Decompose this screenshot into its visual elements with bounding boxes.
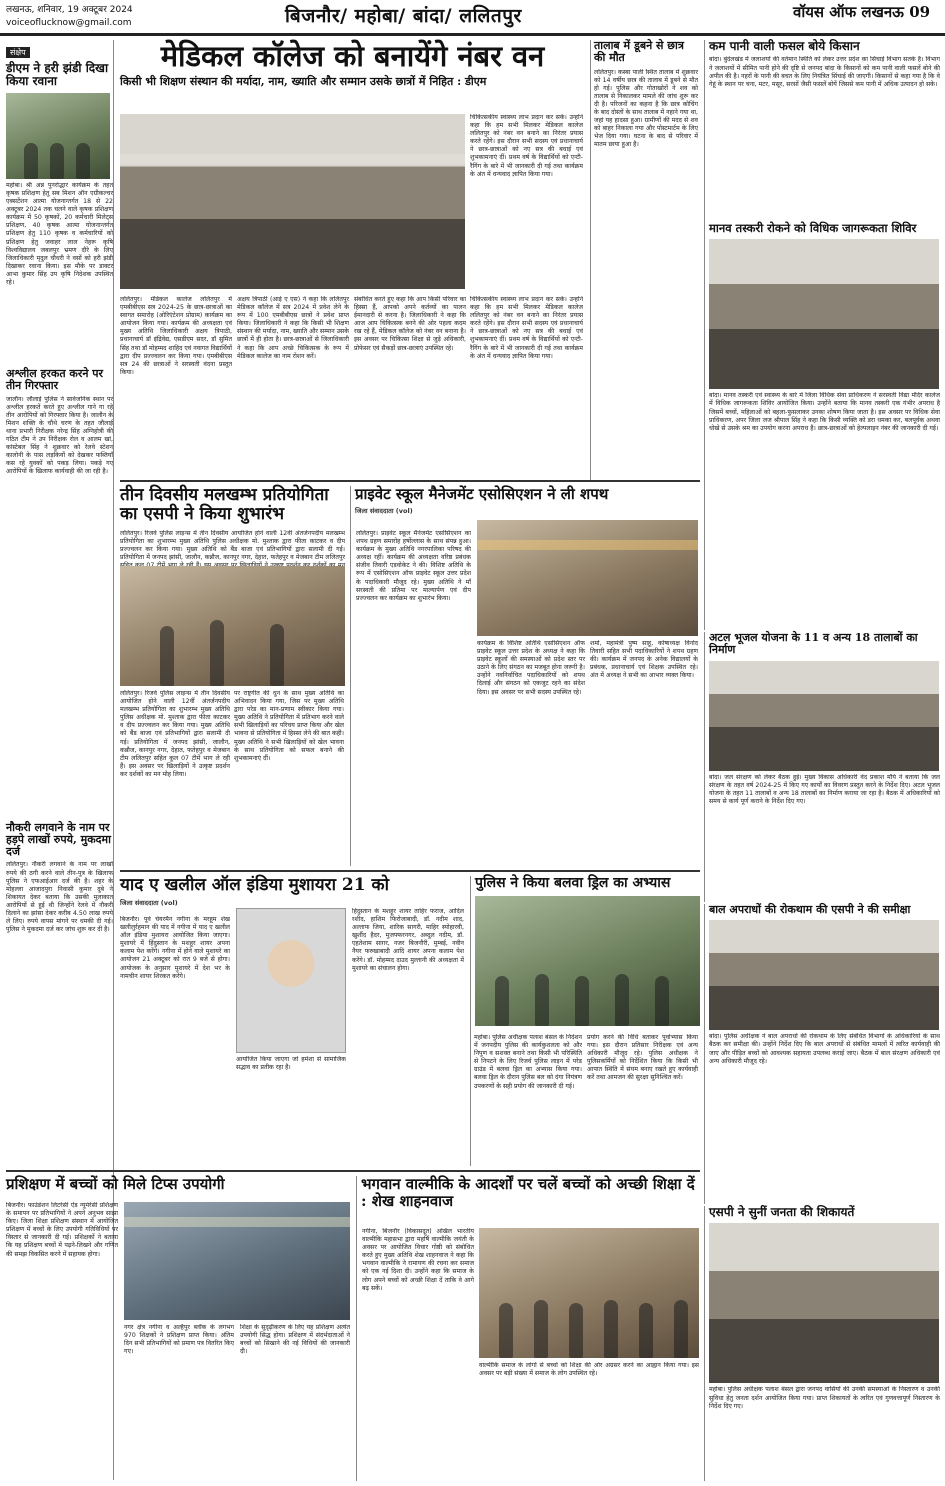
school-photo	[477, 520, 698, 636]
tips-body: बिजनौर। फाउंडेशन लिटरेसी ऐंड न्यूमेरेसी प्रशिक्षण के समापन पर प्रतिभागियों ने अपने अनुभव साझा किए। जिला शिक्षा प्रशिक्षण संस्थान में आयोजित प्रशिक्षण में बच्चों के लिए उपयोगी गतिविधियों पर विस्तार से जानकारी दी गई। प्रशिक्षकों ने बताया कि यह प्रशिक्षण बच्चों में पढ़ने-लिखने और गणित की समझ विकसित करने में सहायक होगा।	[6, 1202, 118, 1258]
mallakhamb-body: ललितपुर। रिजर्व पुलिस लाइन्स में तीन दिवसीय आयोजित होने वाली 12वीं अंतर्जनपदीय मलखम्भ प्रतियोगिता का शुभारम्भ मुख्य अतिथि पुलिस अधीक्षक मो. मुश्ताक द्वारा फीता काटकर व दीप प्रज्ज्वलन कर किया गया। मुख्य अतिथि को बैंड बाजा एवं प्रतिभागियों द्वारा सलामी दी गई। प्रतियोगिता में जनपद झांसी, जालौन, कन्नौज, कानपुर नगर, देहात, फतेहपुर व मेजबान टीम ललितपुर	[120, 530, 345, 562]
farmers-body: बांदा। बुंदेलखंड में जलाशयों की वर्तमान स्थिति को लेकर उत्तर प्रदेश का सिंचाई विभाग सतर्क है। विभाग ने जलाशयों में सीमित पानी होने की दृष्टि से जनपद बांदा के किसानों को कम पानी वाली फसलें बोने की अपील की है। नहरों के पानी की बचत के लिए नियंत्रित सिंचाई की जाएगी। किसानों से कहा गया है कि वे गेहूं के स्थान पर चना, मटर, मसूर, सरसों जैसी फसलें बोयें जिससे कम पानी में अधिक उत्पादन हो सके।	[709, 56, 940, 88]
lead-body-col4b: चिकित्सकीय स्वास्थ्य लाभ प्रदान कर सकें। उन्होंने कहा कि हम सभी मिलकर मेडिकल कालेज ललितपुर को नंबर वन बनाने का निरंतर प्रयास करते रहेंगे। इस दौरान सभी सदस्य एवं प्रधानाचार्य ने छात्र-छात्राओं को नए सत्र की बधाई एवं शुभकामनाएं दीं। प्रथम वर्ष के विद्यार्थियों को एन्टी-रैगिंग के बारे में भी जानकारी दी गई तथा कार्यक्रम के अंत में धन्यवाद ज्ञापित किया गया।	[470, 296, 583, 360]
brief-body: महोबा। श्री अन्न पुनरोद्धार कार्यक्रम के तहत कृषक प्रशिक्षण हेतु सब मिशन ऑन एग्रीकल्चर एक्सटेंशन आत्मा योजनान्तर्गत 18 से 22 अक्टूबर 2024 तक चलने वाले कृषक प्रशिक्षण कार्यक्रम में 50 कृषकों, 20 कर्मचारी मिलेट्स प्रशिक्षण, 40 कृषक आत्मा योजनान्तर्गत प्रशिक्षण हेतु 110 कृषक व कर्मचारियों को प्रशिक्षण हेतु जवाहर लाल नेहरू कृषि विश्वविद्यालय जबलपुर भ्रमण दौरे के लिए जिलाधिकारी मृदुल चौधरी ने वसों को हरी झंडी दिखाकर रवाना किया। इस मौके पर डाक्टर आभा कुमार सिंह उप कृषि निदेशक उपस्थित रहे।	[6, 181, 113, 286]
brief-title: डीएम ने हरी झंडी दिखा किया रवाना	[6, 61, 109, 89]
divider	[120, 480, 700, 482]
masthead	[0, 0, 945, 36]
mallakhamb-title: तीन दिवसीय मलखम्भ प्रतियोगिता का एसपी ने किया शुभारंभ	[120, 485, 329, 525]
school-title: प्राइवेट स्कूल मैनेजमेंट एसोसिएशन ने ली शपथ	[355, 485, 609, 503]
trafficking-photo	[709, 239, 939, 389]
paper-name-block	[793, 4, 930, 21]
school-body2: कार्यक्रम के विशिष्ट अतिथि एसोसिएशन ऑफ प्राइवेट स्कूल उत्तर प्रदेश के अध्यक्ष ने कहा कि प्राइवेट स्कूलों की समस्याओं को प्रदेश स्तर पर उठाने के लिए संगठन का मजबूत होना जरूरी है। उन्होंने नवनिर्वाचित पदाधिकारियों को शपथ दिलाई और संगठन को एकजुट रहने का संदेश दिया। इस अवसर पर सभी सदस्य उपस्थित रहे।	[477, 640, 585, 696]
divider	[6, 1170, 700, 1172]
section-title: बिजनौर/ महोबा/ बांदा/ ललितपुर	[285, 5, 522, 27]
date-line-block	[6, 4, 133, 30]
tips-body3: शिक्षा के सुदृढ़ीकरण के लिए यह प्रशिक्षण अत्यंत उपयोगी सिद्ध होगा। प्रशिक्षण में संदर्भदाताओं ने बच्चों को सिखाने की नई विधियों की जानकारी दी।	[240, 1324, 350, 1356]
jobfraud-title: नौकरी लगवाने के नाम पर हड़पे लाखों रुपये, मुकदमा दर्ज	[6, 820, 111, 859]
lead-story	[120, 40, 585, 480]
tips-title: प्रशिक्षण में बच्चों को मिले टिप्स उपयोगी	[6, 1175, 225, 1193]
trafficking-title: मानव तस्करी रोकने को विधिक जागरूकता शिविर	[709, 221, 917, 236]
tips-body2: नगर क्षेत्र नगीना व अल्हैपुर ब्लॉक के लगभग 970 शिक्षकों ने प्रशिक्षण प्राप्त किया। अंतिम दिन सभी प्रतिभागियों को प्रमाण पत्र वितरित किए गए।	[124, 1324, 234, 1356]
mushaira-body2: हिंदुस्तान के मशहूर शायर ताहिर फराज, आदिल रशीद, हाशिम फिरोजाबादी, डॉ. नदीम शाद, अल्ताफ जिया, शारिक सागरी, माहिर स्योहारवी, खुर्शीद हैदर, मुजफ्फरनगर, अब्दुल नदीम, डॉ. एहतेशाम साग़र, नजर बिजनौरी, मुम्बई, नवीन नैयर फरुखाबादी आदि शायर अपना कलाम पेश करेंगे। डॉ. मोहम्मद दाउद मुल्तानी की अध्यक्षता में मुशायरे का संचालन होगा।	[352, 908, 464, 972]
drown-story	[590, 40, 698, 480]
school-byline: जिला संवाददाता (vol)	[355, 506, 413, 515]
mallakhamb-body-a: ललितपुर। रिजर्व पुलिस लाइन्स में तीन दिवसीय आयोजित होने वाली 12वीं अंतर्जनपदीय मलखम्भ प्रतियोगिता का शुभारम्भ मुख्य अतिथि पुलिस अधीक्षक मो. मुश्ताक द्वारा फीता काटकर व दीप प्रज्ज्वलन कर किया गया। मुख्य अतिथि को बैंड बाजा एवं प्रतिभागियों द्वारा सलामी दी गई। प्रतियोगिता में जनपद झांसी, जालौन, कन्नौज, कानपुर नगर, देहात, फतेहपुर व मेजबान टीम ललितपुर सहित कुल 07 टीमें भाग ले रही हैं। इस अवसर पर खिलाड़ियों ने उत्कृष्ट प्रदर्शन कर दर्शकों का मन मोह लिया।	[120, 690, 230, 778]
valmiki-body2: वाल्मीकि समाज के लोगों से बच्चों को शिक्षा की ओर अग्रसर करने का आह्वान किया गया। इस अवसर पर बड़ी संख्या में समाज के लोग उपस्थित रहे।	[479, 1362, 699, 1378]
obscene-title: अश्लील हरकत करने पर तीन गिरफ्तार	[6, 366, 104, 393]
paper-name: वॉयस ऑफ लखनऊ	[793, 3, 904, 21]
drill-body: महोबा। पुलिस अधीक्षक पलाश बंसल के निर्देशन में जनपदीय पुलिस की कार्यकुशलता को और निपुण व सशक्त बनाने तथा किसी भी परिस्थिति से निपटने के लिए रिजर्व पुलिस लाइन में परेड ग्राउंड में बलवा ड्रिल का अभ्यास किया गया। बलवा ड्रिल के दौरान पुलिस बल को दंगा नियंत्रण उपकरणों के सही प्रयोग की जानकारी दी गई।	[474, 1034, 582, 1090]
drill-body2: प्रयोग करने की विधि बताकर पूर्वाभ्यास किया गया। इस दौरान प्रतिसार निरीक्षक एवं अन्य अधिकारी मौजूद रहे। पुलिस अधीक्षक ने पुलिसकर्मियों को निर्देशित किया कि किसी भी आपात स्थिति में संयम बनाए रखते हुए कार्यवाही करें तथा आमजन की सुरक्षा सुनिश्चित करें।	[587, 1034, 698, 1082]
childcrime-photo	[709, 920, 939, 1030]
mushaira-caption: आयोजित किया जाएगा जो हमेशा से सामाजिक सद्भाव का प्रतीक रहा है।	[236, 1056, 346, 1072]
lead-body-col1: ललितपुर। मेडिकल कालेज ललितपुर में एमबीबीएस सत्र 2024-25 के छात्र-छात्राओं का स्वागत समारोह (ओरिएंटेशन प्रोग्राम) कार्यक्रम का आयोजन किया गया। कार्यक्रम की अध्यक्षता एवं मुख्य अतिथि जिलाधिकारी अक्षय त्रिपाठी, प्रधानाचार्य डॉ इंद्रिवेद्य, एसडीएम सदर, डॉ सुमित सिंह तथा डॉ मोहम्मद शाहिद एवं नवागत विद्यार्थियों द्वारा दीप प्रज्ज्वलन कर किया गया। एमबीबीएस सत्र 24 की छात्राओं ने सरस्वती वंदना प्रस्तुत किया।	[120, 296, 232, 376]
page-number: 09	[909, 3, 931, 21]
valmiki-photo	[479, 1228, 699, 1358]
divider	[120, 870, 700, 872]
lead-photo	[120, 114, 465, 289]
drill-photo	[475, 896, 700, 1026]
brief-label: संक्षेप	[6, 47, 30, 58]
jobfraud-body: ललितपुर। नौकरी लगवाने के नाम पर लाखों रुपये की ठगी करने वाले तीन-पुत्र के खिलाफ पुलिस ने एफआईआर दर्ज की है। शहर के मोहल्ला आजादपुरा निवासी कुमार दुबे ने शिकायत देकर बताया कि उसकी मुलाकात आरोपियों से हुई थी जिन्होंने रेलवे में नौकरी दिलाने का झांसा देकर करीब 4.50 लाख रुपये ले लिए। रुपये वापस मांगने पर धमकी दी गई। पुलिस ने मुकदमा दर्ज कर जांच शुरू कर दी है।	[6, 861, 113, 934]
childcrime-body: बांदा। पुलिस अधीक्षक ने बाल अपराधों की रोकथाम के लिए संबंधित विभागों के अधिकारियों के साथ बैठक कर समीक्षा की। उन्होंने निर्देश दिए कि बाल अपराधों से संबंधित मामलों में त्वरित कार्यवाही की जाए और पीड़ित बच्चों को आवश्यक सहायता उपलब्ध कराई जाए। बैठक में बाल संरक्षण अधिकारी एवं अन्य अधिकारी मौजूद रहे।	[709, 1033, 940, 1065]
date-line: लखनऊ, शनिवार, 19 अक्टूबर 2024	[6, 5, 133, 15]
school-body3: शर्मा, महामंत्री पुष्प साहू, कोषाध्यक्ष विनोद तिवारी सहित सभी पदाधिकारियों ने शपथ ग्रहण की। कार्यक्रम में जनपद के अनेक विद्यालयों के प्रबंधक, प्रधानाचार्य एवं शिक्षक उपस्थित रहे। अंत में अध्यक्ष ने सभी का आभार व्यक्त किया।	[590, 640, 698, 680]
lead-body-col4: चिकित्सकीय स्वास्थ्य लाभ प्रदान कर सकें। उन्होंने कहा कि हम सभी मिलकर मेडिकल कालेज ललितपुर को नंबर वन बनाने का निरंतर प्रयास करते रहेंगे। इस दौरान सभी सदस्य एवं प्रधानाचार्य ने छात्र-छात्राओं को नए सत्र की बधाई एवं शुभकामनाएं दीं। प्रथम वर्ष के विद्यार्थियों को एन्टी-रैगिंग के बारे में भी जानकारी दी गई तथा कार्यक्रम के अंत में धन्यवाद ज्ञापित किया गया।	[470, 114, 583, 178]
ponds-photo	[709, 661, 939, 771]
lead-body-col3: संबोधित करते हुए कहा कि आप किसी परिवार का हिस्सा हैं, आपको अपने कर्तव्यों का पालन ईमानदारी से करना है। जिलाधिकारी ने कहा कि आज आप चिकित्सक बनने की ओर पहला कदम रख रहे हैं, मेडिकल कॉलेज को नंबर वन बनाना है। इस अवसर पर चिकित्सा शिक्षा से जुड़े अधिकारी, प्रोफेसर एवं सैकड़ों छात्र-छात्राएं उपस्थित रहे।	[354, 296, 466, 352]
poet-portrait	[236, 908, 346, 1053]
valmiki-title: भगवान वाल्मीकि के आदर्शों पर चलें बच्चों को अच्छी शिक्षा दें : शेख शाहनवाज	[361, 1175, 695, 1210]
complaints-photo	[709, 1223, 939, 1383]
ponds-body: बांदा। जल संरक्षण को लेकर बैठक हुई। मुख्य विकास अधिकारी वेद प्रकाश मौर्य ने बताया कि जल संरक्षण के तहत वर्ष 2024-25 में किए गए कार्यों का विवरण प्रस्तुत करने के निर्देश दिए। अटल भूजल योजना के तहत 11 तालाबों व अन्य 18 तालाबों का निर्माण कराया जा रहा है। बैठक में अधिकारियों को समय से कार्य पूर्ण कराने के निर्देश दिए गए।	[709, 773, 940, 805]
childcrime-title: बाल अपराधों की रोकथाम की एसपी ने की समीक्षा	[709, 903, 911, 916]
lead-subhead: किसी भी शिक्षण संस्थान की मर्यादा, नाम, ख्याति और सम्मान उसके छात्रों में निहित : डीएम	[120, 75, 487, 89]
trafficking-body: बांदा। मानव तस्करी एवं स्वास्थ्य के बारे में जिला विधिक सेवा प्राधिकरण ने सरस्वती विद्या मंदिर कालेज में विधिक जागरूकता शिविर आयोजित किया। उन्होंने बताया कि मानव तस्करी एक गंभीर अपराध है जिसमें बच्चों, महिलाओं को बहला-फुसलाकर उनका शोषण किया जाता है। इस अवसर पर विधिक सेवा प्राधिकरण, अपर जिला जज श्रीपाल सिंह ने कहा कि किसी व्यक्ति को डरा धमका कर, बलपूर्वक अथवा धोखे से उसके श्रम का उपयोग करना अपराध है। छात्र-छात्राओं को हेल्पलाइन नंबर की जानकारी दी गई।	[709, 392, 940, 432]
brief-photo	[6, 93, 110, 179]
complaints-body: महोबा। पुलिस अधीक्षक पलाश बंसल द्वारा जनपद वासियों की उनकी समस्याओं के निस्तारण व उनकी सुविधा हेतु जनता दर्शन आयोजित किया गया। प्राप्त शिकायतों के त्वरित एवं गुणवत्तापूर्ण निस्तारण के निर्देश दिए गए।	[709, 1386, 940, 1410]
mushaira-byline: जिला संवाददाता (vol)	[120, 899, 178, 908]
childcrime-story	[704, 904, 940, 1204]
drown-title: तालाब में डूबने से छात्र की मौत	[594, 39, 684, 65]
mushaira-title: याद ए खलील ऑल इंडिया मुशायरा 21 को	[120, 875, 389, 895]
ponds-title: अटल भूजल योजना के 11 व अन्य 18 तालाबों का निर्माण	[709, 631, 918, 657]
obscene-body: जालौन। जौलाई पुलिस ने सार्वजनिक स्थान पर अश्लील हरकतें करते हुए अश्लील गाने गा रहे तीन आरोपियों को गिरफ्तार किया है। जालौन के मिशन शक्ति के चौथे चरण के तहत जौलाई थाना प्रभारी निरीक्षक नरेन्द्र सिंह अग्निहोत्री की गठित टीम ने उप निरीक्षक रोल व आलम खां, कांस्टेबल सिंह ने शुक्रवार को रेलवे स्टेशन कालोनी के पास लड़कियों को देखकर फब्तियाँ कस रहे युवकों को पकड़ लिया। पकड़े गए आरोपियों के खिलाफ कार्यवाही की जा रही है।	[6, 395, 113, 476]
complaints-title: एसपी ने सुनीं जनता की शिकायतें	[709, 1205, 855, 1219]
email-address: voiceoflucknow@gmail.com	[6, 18, 132, 28]
mushaira-body: बिजनौर। पूर्व चेयरमैन नगीना के मरहूम शेख खलीलुर्रहमान की याद में नगीना में याद ए खलील ऑल इंडिया मुशायरा आयोजित किया जाएगा। मुशायरे में हिंदुस्तान के मशहूर शायर अपना कलाम पेश करेंगे। नगीना में होने वाले मुशायरे का आयोजन 21 अक्टूबर को रात 9 बजे से होगा। आयोजक के अनुसार मुशायरे में देश भर के नामचीन शायर शिरकत करेंगे।	[120, 916, 230, 980]
drown-body: ललितपुर। कस्बा पाली स्थित तालाब में शुक्रवार को 14 वर्षीय छात्र की तालाब में डूबने से मौत हो गई। पुलिस और गोताखोरों ने शव को तालाब से निकालकर मामले की जांच शुरू कर दी है। परिजनों का कहना है कि छात्र कोचिंग के बाद दोस्तों के साथ तालाब में नहाने गया था, जहां यह हादसा हुआ। ग्रामीणों की मदद से शव को बाहर निकाला गया और पोस्टमार्टम के लिए भेज दिया गया। घटना के बाद से परिवार में मातम छाया हुआ है।	[594, 68, 698, 149]
right-top-column	[704, 40, 940, 630]
valmiki-body: नगीना, बिजनौर (विकासदूत) अखिल भारतीय वाल्मीकि महासभा द्वारा महर्षि वाल्मीकि जयंती के अवसर पर आयोजित विचार गोष्ठी को संबोधित करते हुए मुख्य अतिथि शेख शाहनवाज ने कहा कि भगवान वाल्मीकि ने रामायण की रचना कर समाज को एक नई दिशा दी। उन्होंने कहा कि समाज के लोग अपने बच्चों को अच्छी शिक्षा दें ताकि वे आगे बढ़ सकें।	[362, 1228, 474, 1292]
drill-title: पुलिस ने किया बलवा ड्रिल का अभ्यास	[475, 875, 671, 891]
lead-body-col2: अक्षय त्रिपाठी (आई ए एस) ने कहा कि ललितपुर मेडिकल कॉलेज में सत्र 2024 में प्रवेश लेने के रूप में 100 एमबीबीएस छात्रों ने प्रवेश प्राप्त किया। जिलाधिकारी ने कहा कि किसी भी शिक्षण संस्थान की मर्यादा, नाम, ख्याति और सम्मान उसके छात्रों में ही होता है। छात्र-छात्राओं से जिलाधिकारी ने कहा कि आप अच्छे चिकित्सक के रूप में मेडिकल कालेज का नाम रोशन करें।	[237, 296, 349, 360]
ponds-story	[704, 632, 940, 902]
tips-photo	[124, 1202, 350, 1320]
lead-headline: मेडिकल कॉलेज को बनायेंगे नंबर वन	[160, 39, 545, 73]
farmers-title: कम पानी वाली फसल बोये किसान	[709, 39, 860, 53]
school-body: ललितपुर। प्राइवेट स्कूल मैनेजमेंट एसोसिएशन का शपथ ग्रहण समारोह हर्षोल्लास के साथ संपन्न हुआ। कार्यक्रम के मुख्य अतिथि नगरपालिका परिषद की अध्यक्ष रहीं। कार्यक्रम की अध्यक्षता वरिष्ठ प्रबंधक संजीव तिवारी एडवोकेट ने की। विशिष्ट अतिथि के रूप में एसोसिएशन ऑफ प्राइवेट स्कूल उत्तर प्रदेश के पदाधिकारी मौजूद रहे। मुख्य अतिथि ने माँ सरस्वती की प्रतिमा पर माल्यार्पण एवं दीप प्रज्ज्वलन कर कार्यक्रम का शुभारंभ किया।	[356, 530, 471, 602]
mallakhamb-photo	[120, 566, 345, 686]
complaints-story	[704, 1206, 940, 1481]
mallakhamb-body-b: पर राष्ट्रगीत की धुन के साथ मुख्य अतिथि का अभिवादन किया गया, जिस पर मुख्य अतिथि द्वारा परेड का मान-प्रणाम स्वीकार किया गया। मुख्य अतिथि ने प्रतियोगिता में प्रतिभाग करने वाले सभी खिलाड़ियों का परिचय प्राप्त किया और खेल भावना से प्रतियोगिता में हिस्सा लेने की बात कही। मुख्य अतिथि ने सभी खिलाड़ियों को खेल भावना के साथ प्रतियोगिता को सफल बनाने की शुभकामनाएं दीं।	[234, 690, 344, 762]
